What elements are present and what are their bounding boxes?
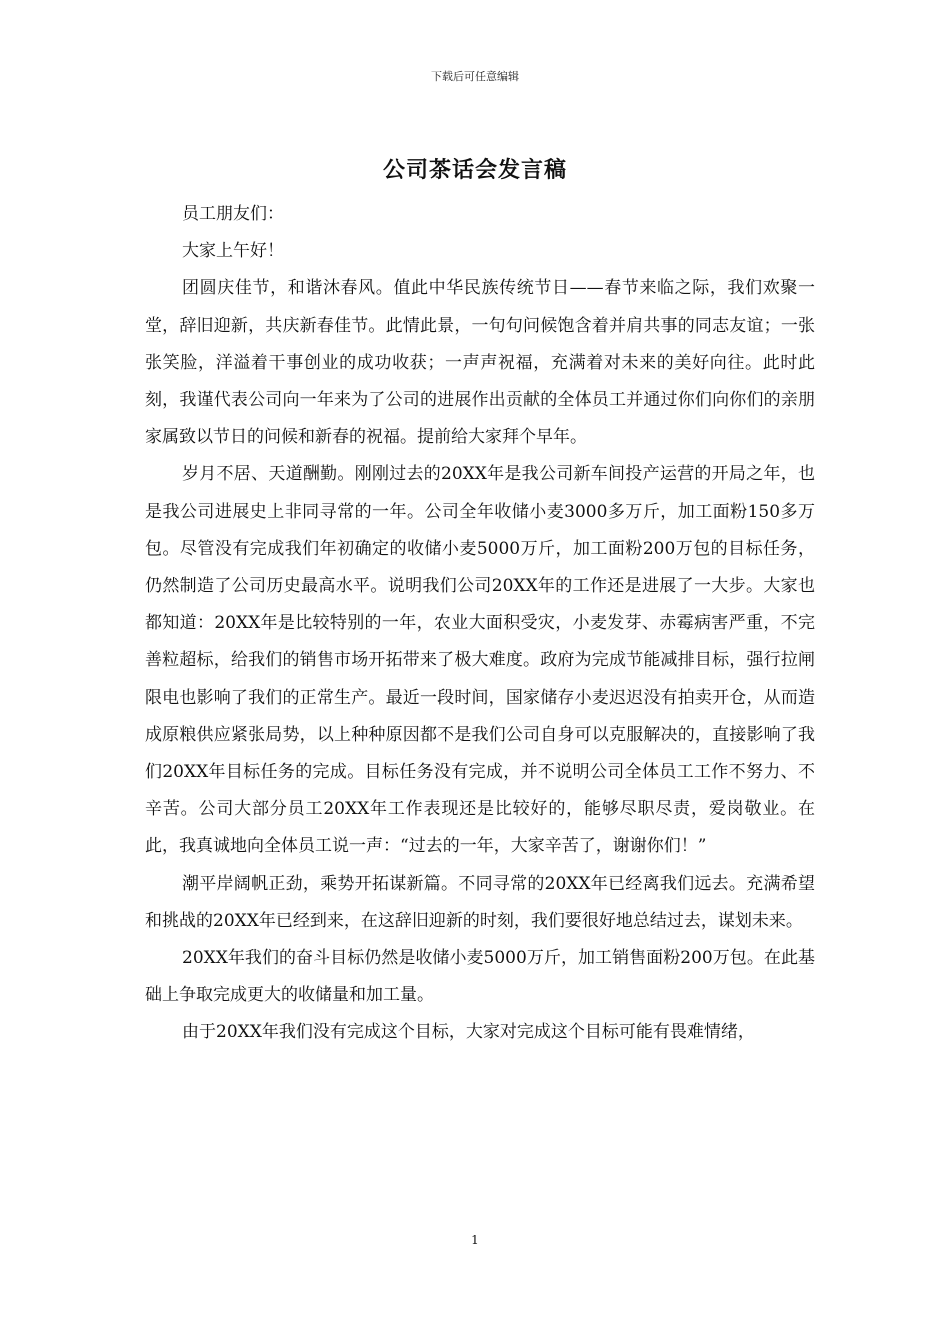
document-body [145, 196, 815, 1052]
paragraph-continued: 由于20XX年我们没有完成这个目标，大家对完成这个目标可能有畏难情绪， [182, 1022, 755, 1043]
paragraph-festival-wishes: 团圆庆佳节，和谐沐春风。值此中华民族传统节日——春节来临之际，我们欢聚一堂，辞旧迎新，共庆新春佳节。此情此景，一句句问候饱含着并肩共事的同志友谊；一张张笑脸，洋溢着干事创业的成功收获；一声声祝福，充满着对未来的美好向往。此时此刻，我谨代表公司向一年来为了公司的进展作出贡献的全体员工并通过你们向你们的亲朋家属致以节日的问候和新春的祝福。提前给大家拜个早年。 [145, 278, 815, 448]
paragraph-greeting: 员工朋友们： [182, 204, 284, 224]
document-title: 公司茶话会发言稿 [382, 157, 567, 183]
paragraph-goals: 20XX年我们的奋斗目标仍然是收储小麦5000万斤，加工销售面粉200万包。在此基础上争取完成更大的收储量和加工量。 [145, 948, 815, 1006]
paragraph-new-year-outlook: 潮平岸阔帆正劲，乘势开拓谋新篇。不同寻常的20XX年已经离我们远去。充满希望和挑战的20XX年已经到来，在这辞旧迎新的时刻，我们要很好地总结过去，谋划未来。 [145, 873, 815, 931]
paragraph-year-review: 岁月不居、天道酬勤。刚刚过去的20XX年是我公司新车间投产运营的开局之年，也是我公司进展史上非同寻常的一年。公司全年收储小麦3000多万斤，加工面粉150多万包。尽管没有完成我们年初确定的收储小麦5000万斤，加工面粉200万包的目标任务，仍然制造了公司历史最高水平。说明我们公司20XX年的工作还是进展了一大步。大家也都知道：20XX年是比较特别的一年，农业大面积受灾，小麦发芽、赤霉病害严重，不完善粒超标，给我们的销售市场开拓带来了极大难度。政府为完成节能减排目标，强行拉闸限电也影响了我们的正常生产。最近一段时间，国家储存小麦迟迟没有拍卖开仓，从而造成原粮供应紧张局势，以上种种原因都不是我们公司自身可以克服解决的，直接影响了我们20XX年目标任务的完成。目标任务没有完成，并不说明公司全体员工工作不努力、不辛苦。公司大部分员工20XX年工作表现还是比较好的，能够尽职尽责，爱岗敬业。在此，我真诚地向全体员工说一声：“过去的一年，大家辛苦了，谢谢你们！” [145, 464, 815, 857]
paragraph-salutation: 大家上午好！ [182, 241, 284, 262]
page-number: 1 [471, 1233, 479, 1247]
header-note: 下载后可任意编辑 [431, 70, 519, 83]
